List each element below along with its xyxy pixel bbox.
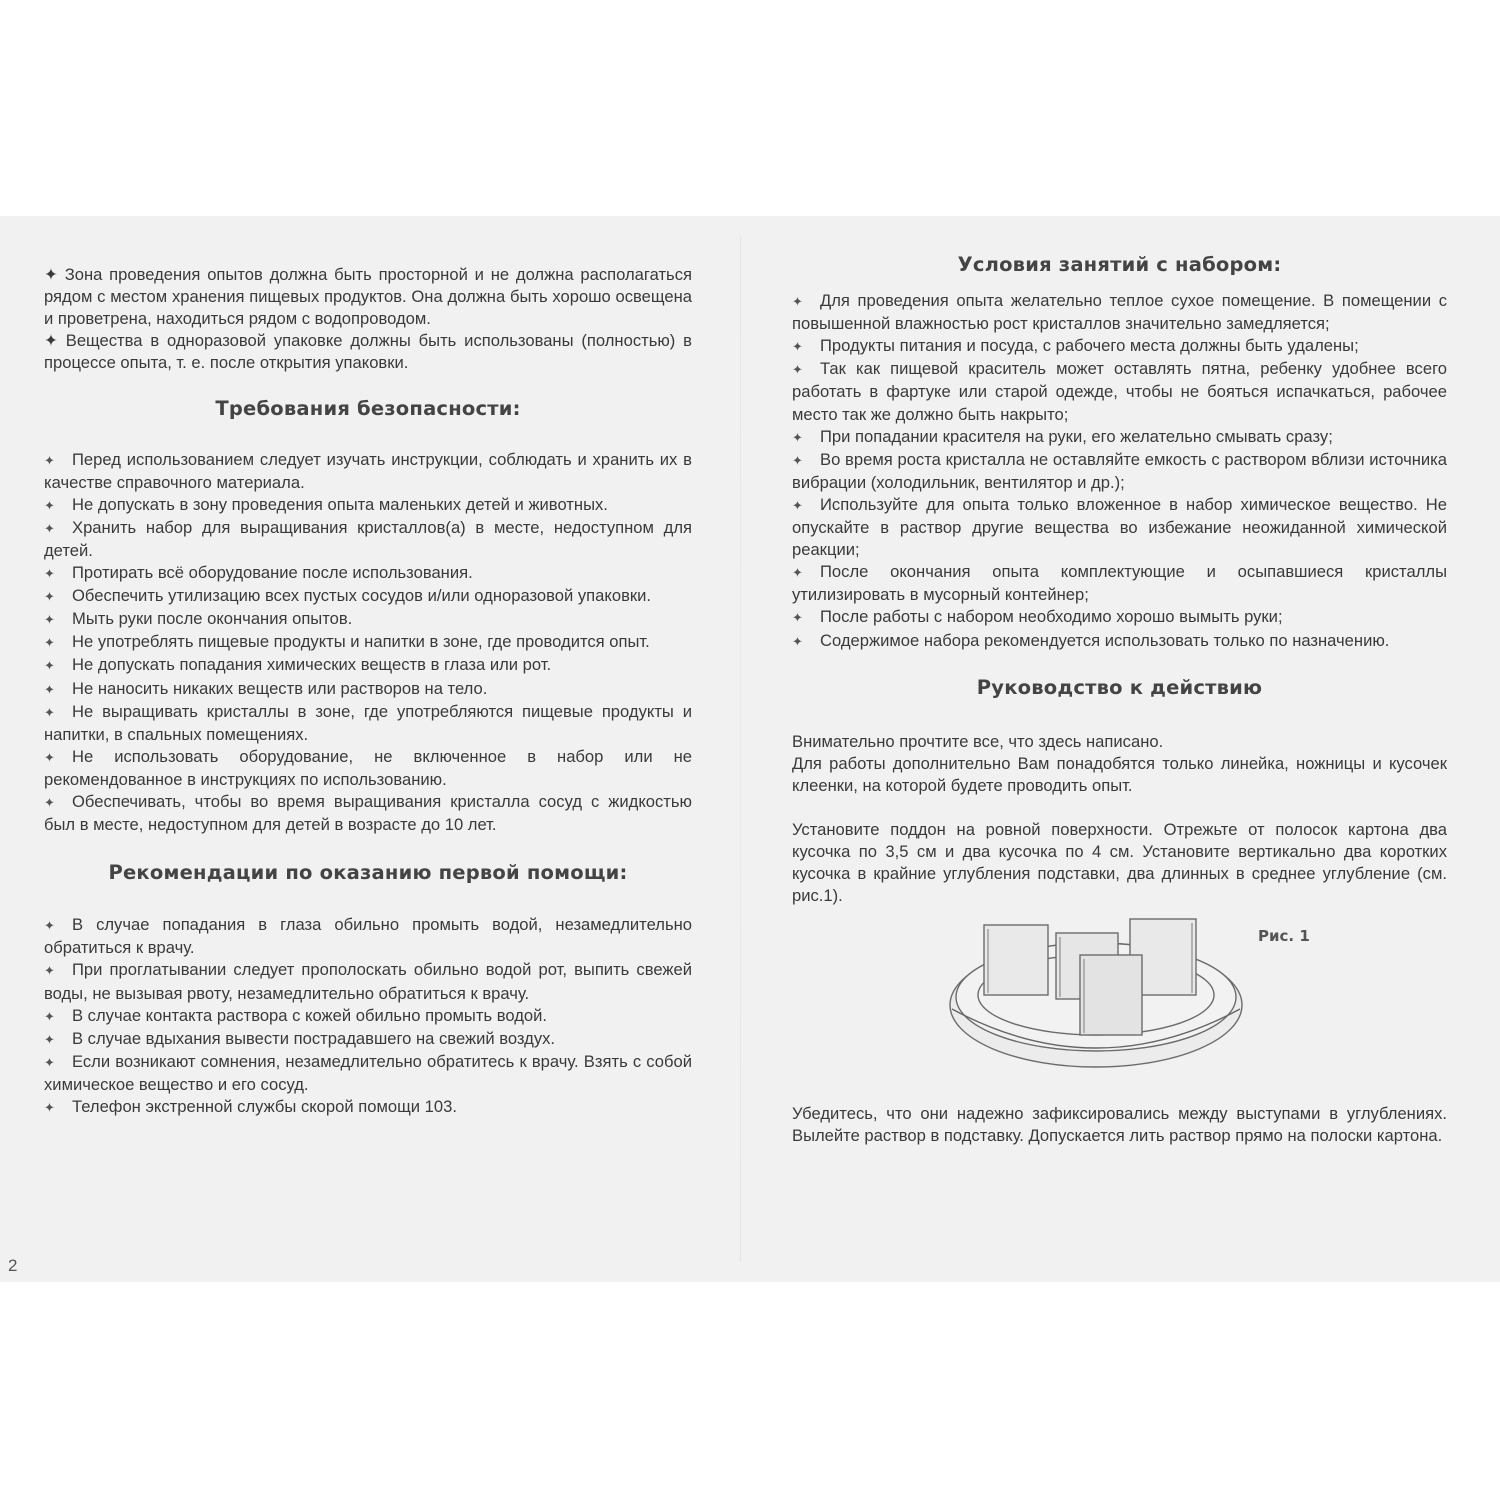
conditions-item: ✦ Используйте для опыта только вложенное в набор химическое вещество. Не опускайте в раствор другие вещества во избежание неожиданной химической реакции; [792,494,1447,560]
safety-item: ✦ Перед использованием следует изучать инструкции, соблюдать и хранить их в качестве справочного материала. [44,449,692,492]
star-bullet-icon: ✦ [44,794,55,810]
star-bullet-icon: ✦ [44,963,55,979]
first-aid-item: ✦ Если возникают сомнения, незамедлительно обратитесь к врачу. Взять с собой химическое вещество и его сосуд. [44,1051,692,1094]
safety-item: ✦ Протирать всё оборудование после использования. [44,562,692,585]
safety-item: ✦ Мыть руки после окончания опытов. [44,608,692,631]
intro-paragraph-2: ✦ Вещества в одноразовой упаковке должны быть использованы (полностью) в процессе опыта, т. е. после открытия упаковки. [44,331,692,373]
star-bullet-icon: ✦ [44,612,55,628]
safety-item: ✦ Не использовать оборудование, не включенное в набор или не рекомендованное в инструкциях по использованию. [44,746,692,789]
first-aid-item: ✦ В случае контакта раствора с кожей обильно промыть водой. [44,1005,692,1028]
conditions-item: ✦ Во время роста кристалла не оставляйте емкость с раствором вблизи источника вибрации (холодильник, вентилятор и др.); [792,449,1447,492]
safety-item: ✦ Не наносить никаких веществ или растворов на тело. [44,678,692,701]
figure-1 [792,917,1447,1077]
star-bullet-icon: ✦ [792,452,803,468]
first-aid-item: ✦ При проглатывании следует прополоскать обильно водой рот, выпить свежей воды, не вызывая рвоту, незамедлительно обратиться к врачу. [44,960,692,1003]
star-bullet-icon: ✦ [44,918,55,934]
star-bullet-icon: ✦ [792,362,803,378]
star-bullet-icon: ✦ [44,658,55,674]
star-bullet-icon: ✦ [44,589,55,605]
star-bullet-icon: ✦ [44,681,55,697]
star-bullet-icon: ✦ [44,749,55,765]
safety-item: ✦ Хранить набор для выращивания кристаллов(а) в месте, недоступном для детей. [44,517,692,560]
star-bullet-icon: ✦ [44,1054,55,1070]
conditions-item: ✦ Так как пищевой краситель может оставлять пятна, ребенку удобнее всего работать в фартуке или старой одежде, чтобы не бояться испачкаться, рабочее место так же должно быть накрыто; [792,359,1447,424]
conditions-item: ✦ Для проведения опыта желательно теплое сухое помещение. В помещении с повышенной влажностью рост кристаллов значительно замедляется; [792,291,1447,334]
guide-paragraph-1-line-1: Внимательно прочтите все, что здесь написано. [792,731,1164,751]
first-aid-item: ✦ В случае попадания в глаза обильно промыть водой, незамедлительно обратиться к врачу. [44,915,692,958]
instruction-sheet [0,216,1500,1282]
first-aid-list [44,914,692,1119]
conditions-item: ✦ Содержимое набора рекомендуется использовать только по назначению. [792,630,1447,653]
conditions-heading: Условия занятий с набором: [957,253,1282,276]
star-bullet-icon: ✦ [792,497,803,513]
safety-item: ✦ Не выращивать кристаллы в зоне, где употребляются пищевые продукты и напитки, в спальных помещениях. [44,701,692,744]
left-page [44,264,692,1119]
page-number: 2 [8,1256,18,1275]
star-bullet-icon: ✦ [792,565,803,581]
guide-heading: Руководство к действию [976,675,1263,699]
tray-with-cardboard-strips-illustration [946,917,1246,1077]
safety-item: ✦ Не допускать в зону проведения опыта маленьких детей и животных. [44,494,692,517]
star-bullet-icon: ✦ [44,520,55,536]
star-bullet-icon: ✦ [792,339,803,355]
safety-item: ✦ Обеспечивать, чтобы во время выращивания кристалла сосуд с жидкостью был в месте, недоступном для детей в возрасте до 10 лет. [44,791,692,835]
star-bullet-icon: ✦ [792,294,803,310]
guide-paragraph-2: Установите поддон на ровной поверхности. Отрежьте от полосок картона два кусочка по 3,5 см и два кусочка по 4 см. Установите вертикально два коротких кусочка в крайние углубления подставки, два длинных в среднее углубление (см. рис.1). [792,819,1447,906]
star-bullet-icon: ✦ [792,610,803,626]
star-bullet-icon: ✦ [44,1008,55,1024]
first-aid-item: ✦ В случае вдыхания вывести пострадавшего на свежий воздух. [44,1028,692,1051]
star-bullet-icon: ✦ [792,633,803,649]
safety-item: ✦ Обеспечить утилизацию всех пустых сосудов и/или одноразовой упаковки. [44,585,692,608]
star-bullet-icon: ✦ [44,566,55,582]
right-page [792,254,1447,1148]
page-fold [740,236,741,1262]
safety-item: ✦ Не допускать попадания химических веществ в глаза или рот. [44,654,692,677]
star-bullet-icon: ✦ [44,452,55,468]
conditions-item: ✦ Продукты питания и посуда, с рабочего места должны быть удалены; [792,335,1447,358]
star-bullet-icon: ✦ [44,635,55,651]
star-bullet-icon: ✦ [44,1100,55,1115]
star-bullet-icon: ✦ [44,1031,55,1047]
intro-paragraph-1: ✦ Зона проведения опытов должна быть просторной и не должна располагаться рядом с местом хранения пищевых продуктов. Она должна быть хорошо освещена и проветрена, находиться рядом с водопроводом. [44,265,692,329]
figure-caption: Рис. 1 [1258,927,1310,946]
safety-heading: Требования безопасности: [215,397,521,421]
conditions-item: ✦ При попадании красителя на руки, его желательно смывать сразу; [792,426,1447,449]
guide-paragraph-1: Для работы дополнительно Вам понадобятся только линейка, ножницы и кусочек клеенки, на которой будете проводить опыт. [792,753,1447,795]
safety-list [44,449,692,837]
conditions-item: ✦ После работы с набором необходимо хорошо вымыть руки; [792,606,1447,629]
conditions-item: ✦ После окончания опыта комплектующие и осыпавшиеся кристаллы утилизировать в мусорный контейнер; [792,562,1447,605]
guide-paragraph-3: Убедитесь, что они надежно зафиксировались между выступами в углублениях. Вылейте раствор в подставку. Допускается лить раствор прямо на полоски картона. [792,1104,1447,1146]
star-bullet-icon: ✦ [792,429,803,445]
star-bullet-icon: ✦ [44,704,55,720]
conditions-list [792,290,1447,653]
star-bullet-icon: ✦ [44,497,55,513]
first-aid-heading: Рекомендации по оказанию первой помощи: [108,861,628,885]
safety-item: ✦ Не употреблять пищевые продукты и напитки в зоне, где проводится опыт. [44,631,692,654]
first-aid-item: ✦ Телефон экстренной службы скорой помощи 103. [44,1096,692,1119]
